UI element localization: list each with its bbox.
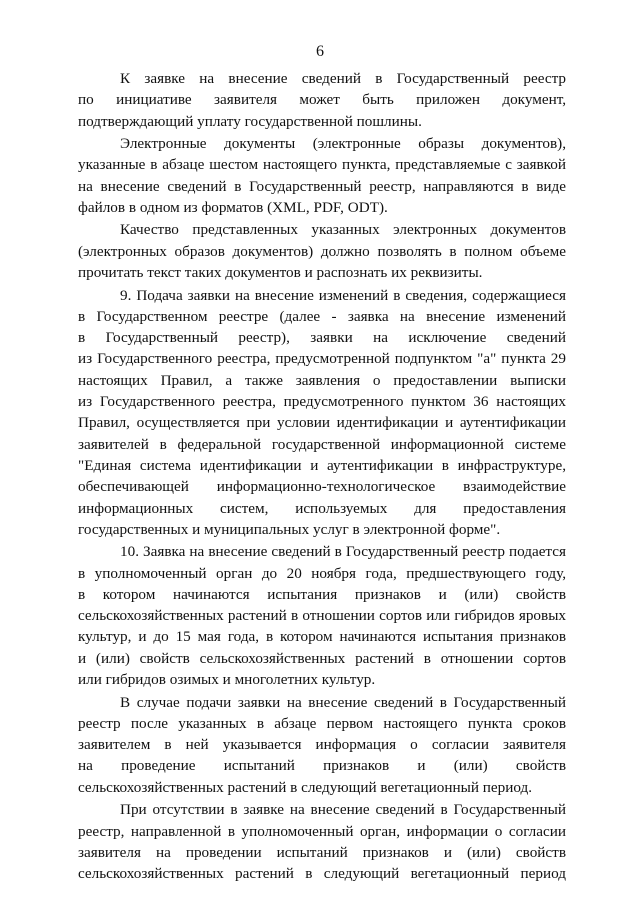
text-line: подтверждающий уплату государственной пошлины. — [78, 112, 422, 130]
text-line: сельскохозяйственных растений в следующий вегетационный период. — [78, 778, 533, 796]
text-line: реестр после указанных в абзаце первом настоящего пункта сроков — [78, 714, 566, 732]
paragraph — [78, 692, 566, 798]
text-line: (электронных образов документов) должно позволять в полном объеме — [78, 242, 566, 260]
paragraph — [78, 541, 566, 690]
text-line: В случае подачи заявки на внесение сведений в Государственный — [120, 693, 566, 711]
text-line: прочитать текст таких документов и распознать их реквизиты. — [78, 264, 483, 282]
text-line: сельскохозяйственных растений в следующий вегетационный период — [78, 865, 566, 883]
text-line: в Государственный реестр), заявки на исключение сведений — [78, 329, 566, 347]
text-line: обеспечивающей информационно-технологическое взаимодействие — [78, 478, 566, 496]
paragraph — [78, 219, 566, 283]
text-line: "Единая система идентификации и аутентификации в инфраструктуре, — [78, 456, 566, 474]
text-line: 10. Заявка на внесение сведений в Государственный реестр подается — [120, 543, 566, 561]
text-line: и (или) свойств сельскохозяйственных растений в отношении сортов — [78, 649, 566, 667]
paragraph — [78, 799, 566, 884]
text-line: К заявке на внесение сведений в Государственный реестр — [120, 70, 566, 87]
text-line: в уполномоченный орган до 20 ноября года, предшествующего году, — [78, 564, 566, 582]
text-line: сельскохозяйственных растений в отношении сортов или гибридов яровых — [78, 607, 566, 625]
text-line: по инициативе заявителя может быть приложен документ, — [78, 91, 566, 109]
text-line: культур, и до 15 мая года, в котором начинаются испытания признаков — [78, 628, 566, 646]
text-line: на проведение испытаний признаков и (или) свойств — [78, 757, 566, 775]
text-line: государственных и муниципальных услуг в электронной форме". — [78, 520, 501, 538]
text-line: реестр, направленной в уполномоченный орган, информации о согласии — [78, 822, 566, 840]
text-line: информационных систем, используемых для предоставления — [78, 499, 566, 517]
text-line: Правил, осуществляется при условии идентификации и аутентификации — [78, 414, 566, 432]
page-number: 6 — [316, 43, 324, 60]
text-line: заявителя на проведении испытаний признаков и (или) свойств — [78, 843, 566, 861]
text-line: файлов в одном из форматов (XML, PDF, ODT). — [78, 198, 388, 216]
text-line: или гибридов озимых и многолетних культур. — [78, 671, 376, 689]
text-line: настоящих Правил, а также заявления о предоставлении выписки — [78, 371, 566, 389]
text-line: Качество представленных указанных электронных документов — [120, 221, 566, 239]
text-line: на внесение сведений в Государственный реестр, направляются в виде — [78, 177, 566, 195]
paragraph — [78, 133, 566, 218]
text-line: заявителем в ней указывается информация о согласии заявителя — [78, 736, 566, 754]
paragraph — [78, 285, 566, 541]
text-line: в котором начинаются испытания признаков и (или) свойств — [78, 585, 566, 603]
text-line: При отсутствии в заявке на внесение сведений в Государственный — [120, 801, 566, 819]
text-line: из Государственного реестра, предусмотренного пунктом 36 настоящих — [78, 393, 566, 411]
paragraph — [78, 68, 566, 132]
text-line: Электронные документы (электронные образы документов), — [120, 135, 566, 153]
text-line: 9. Подача заявки на внесение изменений в сведения, содержащиеся — [120, 286, 566, 304]
text-line: указанные в абзаце шестом настоящего пункта, представляемые с заявкой — [78, 156, 566, 174]
text-line: в Государственном реестре (далее - заявка на внесение изменений — [78, 307, 566, 325]
text-line: из Государственного реестра, предусмотренной подпунктом "а" пункта 29 — [78, 350, 566, 368]
document-body — [78, 68, 566, 886]
text-line: заявителей в федеральной государственной информационной системе — [78, 435, 566, 453]
